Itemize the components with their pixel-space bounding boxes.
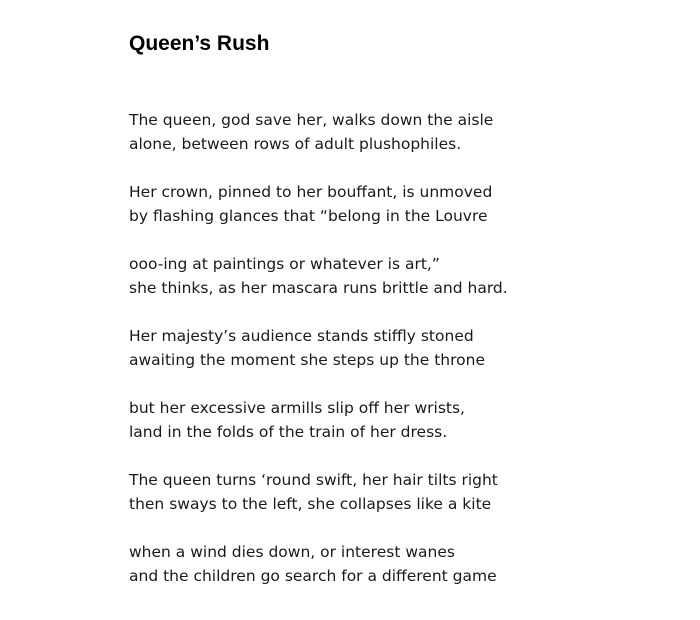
poem-line: The queen turns ‘round swift, her hair tilts right [129, 471, 498, 489]
poem-line: by flashing glances that “belong in the Louvre [129, 207, 488, 225]
stanza-5 [129, 396, 669, 444]
stanza-1 [129, 108, 669, 156]
poem-line: land in the folds of the train of her dress. [129, 423, 448, 441]
poem-line: Her majesty’s audience stands stiffly stoned [129, 327, 474, 345]
poem-body [129, 108, 669, 612]
poem-line: when a wind dies down, or interest wanes [129, 543, 455, 561]
stanza-7 [129, 540, 669, 588]
poem-line: then sways to the left, she collapses like a kite [129, 495, 492, 513]
poem-line: but her excessive armills slip off her wrists, [129, 399, 465, 417]
poem-line: alone, between rows of adult plushophiles. [129, 135, 462, 153]
poem-line: ooo-ing at paintings or whatever is art,” [129, 255, 440, 273]
poem-title: Queen’s Rush [129, 32, 270, 55]
poem-line: and the children go search for a different game [129, 567, 497, 585]
poem-line: she thinks, as her mascara runs brittle and hard. [129, 279, 508, 297]
poem-line: awaiting the moment she steps up the throne [129, 351, 485, 369]
stanza-2 [129, 180, 669, 228]
poem-line: The queen, god save her, walks down the aisle [129, 111, 494, 129]
stanza-4 [129, 324, 669, 372]
stanza-6 [129, 468, 669, 516]
poem-line: Her crown, pinned to her bouffant, is unmoved [129, 183, 493, 201]
stanza-3 [129, 252, 669, 300]
